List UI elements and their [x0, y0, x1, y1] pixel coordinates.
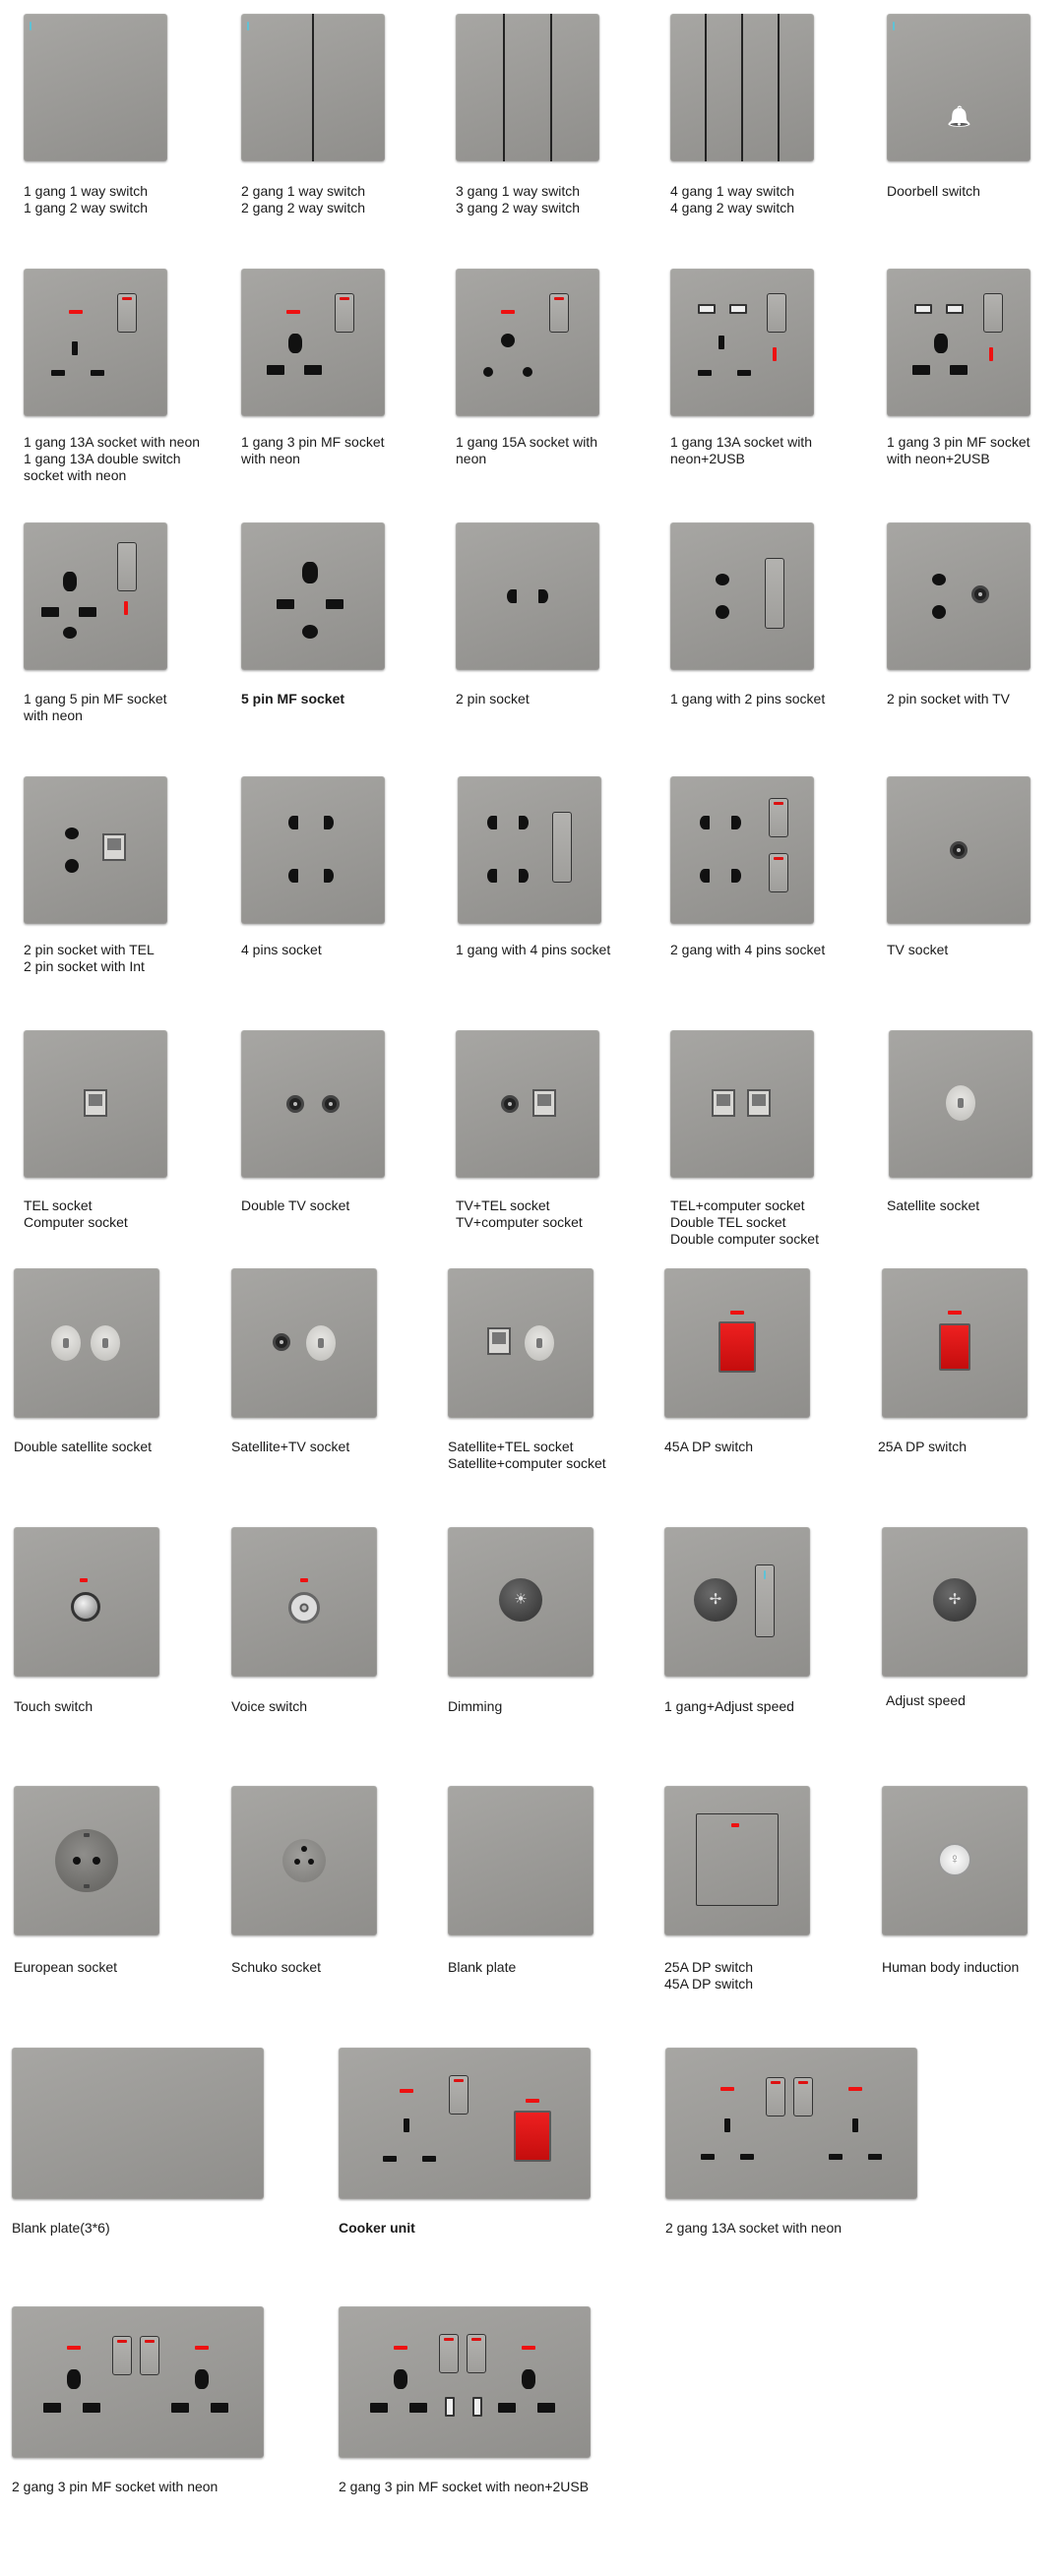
pin-hole-top: [65, 828, 79, 839]
earth-clip: [84, 1884, 90, 1888]
dp-rocker: [514, 2111, 551, 2162]
neutral-pin-hole: [868, 2154, 882, 2160]
plate-5pin-mf-socket: [241, 522, 385, 670]
live-pin-hole: [698, 370, 712, 376]
usb-port: [914, 304, 932, 314]
live-pin-hole: [171, 2403, 189, 2413]
product-label: 2 pin socket with TV: [887, 691, 1011, 706]
plate-tv-tel-socket: [456, 1030, 599, 1178]
motion-sensor-icon: [938, 1843, 971, 1876]
neutral-pin-hole: [304, 365, 322, 375]
pin-hole: [700, 816, 710, 829]
satellite-port: [91, 1325, 120, 1361]
rj45-port: [532, 1089, 556, 1117]
product-label: Dimming: [448, 1698, 503, 1714]
neutral-pin-hole: [91, 370, 104, 376]
round-pin-hole: [63, 627, 77, 639]
dimmer-knob-glyph: ☀: [514, 1591, 528, 1608]
usb-port: [729, 304, 747, 314]
tv-coax-port: [501, 1095, 519, 1113]
plate-2gang-3pin-mf-socket-2usb: [339, 2306, 591, 2458]
rj45-port: [102, 833, 126, 861]
earth-pin-hole: [404, 2118, 409, 2132]
gang-divider: [550, 14, 552, 161]
microphone-icon: [288, 1592, 320, 1624]
earth-pin-hole: [72, 341, 78, 355]
product-label: 1 gang 3 pin MF socket with neon: [241, 434, 385, 466]
usb-port: [445, 2397, 455, 2417]
earth-pin-hole: [501, 334, 515, 347]
neon-indicator: [989, 347, 993, 361]
plate-blank: [448, 1786, 593, 1935]
plate-2pin-socket: [456, 522, 599, 670]
plate-3pin-mf-socket: [241, 269, 385, 416]
product-label: 25A DP switch: [878, 1439, 968, 1454]
rocker-switch: [769, 853, 788, 892]
pin-hole: [324, 869, 334, 883]
plate-touch-switch: [14, 1527, 159, 1677]
product-label: Doorbell switch: [887, 183, 980, 199]
rocker-switch: [767, 293, 786, 333]
live-pin-hole: [483, 367, 493, 377]
product-label: 1 gang+Adjust speed: [664, 1698, 794, 1714]
pin-hole-bottom: [716, 605, 729, 619]
product-label: Blank plate: [448, 1959, 517, 1975]
touch-button: [71, 1592, 100, 1622]
tv-coax-port: [273, 1333, 290, 1351]
product-label: Schuko socket: [231, 1959, 322, 1975]
product-label: Double satellite socket: [14, 1439, 153, 1454]
plate-2gang-4pins-socket: [670, 776, 814, 924]
product-label: 2 gang 3 pin MF socket with neon: [12, 2479, 219, 2494]
earth-pin-hole: [852, 2118, 858, 2132]
neon-indicator: [526, 2099, 539, 2103]
bell-icon: 🔔: [947, 106, 971, 128]
tv-coax-port: [950, 841, 968, 859]
product-label: European socket: [14, 1959, 118, 1975]
satellite-port: [525, 1325, 554, 1361]
earth-pin-hole: [67, 2369, 81, 2389]
product-label: 3 gang 1 way switch 3 gang 2 way switch: [456, 183, 581, 215]
indicator-led: [764, 1570, 766, 1579]
neutral-pin-hole: [950, 365, 968, 375]
dimmer-knob-icon: [499, 1578, 542, 1622]
dp-rocker: [939, 1323, 970, 1371]
tv-coax-port: [286, 1095, 304, 1113]
switch-frame: [696, 1813, 779, 1906]
neon-indicator: [286, 310, 300, 314]
product-label: 1 gang with 4 pins socket: [456, 942, 611, 957]
earth-pin-hole: [724, 2118, 730, 2132]
plate-15a-socket: [456, 269, 599, 416]
neutral-pin-hole: [523, 367, 532, 377]
rocker-switch: [552, 812, 572, 883]
indicator-led: [893, 22, 895, 31]
product-label: Human body induction: [882, 1959, 1020, 1975]
plate-13a-socket: [24, 269, 167, 416]
pin-hole: [93, 1857, 100, 1865]
pin-hole: [294, 1859, 300, 1865]
earth-clip: [84, 1833, 90, 1837]
plate-double-satellite-socket: [14, 1268, 159, 1418]
neutral-pin-hole: [326, 599, 344, 609]
neutral-pin-hole: [79, 607, 96, 617]
neon-indicator: [948, 1311, 962, 1315]
live-pin-hole: [51, 370, 65, 376]
satellite-port: [306, 1325, 336, 1361]
product-label: 1 gang 3 pin MF socket with neon+2USB: [887, 434, 1031, 466]
person-icon: ♀: [949, 1851, 961, 1868]
rj45-port: [712, 1089, 735, 1117]
product-label: Cooker unit: [339, 2220, 415, 2236]
indicator-led: [247, 22, 249, 31]
neon-indicator: [124, 601, 128, 615]
neon-indicator: [195, 2346, 209, 2350]
rj45-port: [487, 1327, 511, 1355]
product-label: Voice switch: [231, 1698, 308, 1714]
earth-pin: [301, 1846, 307, 1852]
plate-satellite-tv-socket: [231, 1268, 377, 1418]
pin-hole-left: [507, 589, 517, 603]
pin-hole: [324, 816, 334, 829]
pin-hole: [73, 1857, 81, 1865]
indicator-led: [30, 22, 31, 31]
pin-hole: [308, 1859, 314, 1865]
live-pin-hole: [277, 599, 294, 609]
satellite-port: [946, 1085, 975, 1121]
satellite-port: [51, 1325, 81, 1361]
neon-indicator: [67, 2346, 81, 2350]
product-label: 1 gang 1 way switch 1 gang 2 way switch: [24, 183, 149, 215]
pin-hole: [700, 869, 710, 883]
plate-1gang-adjust-speed: [664, 1527, 810, 1677]
neon-indicator: [720, 2087, 734, 2091]
plate-tv-socket: [887, 776, 1031, 924]
rocker-switch: [335, 293, 354, 333]
product-label: 2 pin socket: [456, 691, 530, 706]
earth-pin-hole: [195, 2369, 209, 2389]
plate-voice-switch: [231, 1527, 377, 1677]
plate-2gang-3pin-mf-socket: [12, 2306, 264, 2458]
live-pin-hole: [383, 2156, 397, 2162]
neon-indicator: [731, 1823, 739, 1827]
neon-indicator: [69, 310, 83, 314]
rocker-switch: [117, 542, 137, 591]
rocker-switch: [765, 558, 784, 629]
plate-3pin-mf-socket-2usb: [887, 269, 1031, 416]
neon-indicator: [394, 2346, 407, 2350]
pin-hole: [519, 816, 529, 829]
product-label: 1 gang 5 pin MF socket with neon: [24, 691, 167, 723]
plate-schuko-socket: [231, 1786, 377, 1935]
product-label: 5 pin MF socket: [241, 691, 345, 706]
usb-port: [698, 304, 716, 314]
live-pin-hole: [701, 2154, 715, 2160]
neon-indicator: [501, 310, 515, 314]
earth-pin-hole: [288, 334, 302, 353]
product-label: Touch switch: [14, 1698, 94, 1714]
rocker-switch: [439, 2334, 459, 2373]
pin-hole-top: [932, 574, 946, 585]
neutral-pin-hole: [83, 2403, 100, 2413]
plate-2gang-13a-socket: [665, 2048, 917, 2199]
plate-25a-dp-switch: [882, 1268, 1028, 1418]
neutral-pin-hole: [740, 2154, 754, 2160]
plate-satellite-tel-socket: [448, 1268, 593, 1418]
product-label: Adjust speed: [886, 1692, 966, 1708]
product-label: TEL socket Computer socket: [24, 1197, 128, 1230]
product-label: TEL+computer socket Double TEL socket Double computer socket: [670, 1197, 819, 1247]
rocker-switch: [117, 293, 137, 333]
neutral-pin-hole: [422, 2156, 436, 2162]
live-pin-hole: [829, 2154, 843, 2160]
neon-indicator: [80, 1578, 88, 1582]
rocker-switch: [449, 2075, 469, 2115]
product-label: 1 gang with 2 pins socket: [670, 691, 826, 706]
plate-2pin-socket-tv: [887, 522, 1031, 670]
product-label: 2 gang 13A socket with neon: [665, 2220, 843, 2236]
plate-dp-switch-frame: [664, 1786, 810, 1935]
product-label: 2 pin socket with TEL 2 pin socket with Int: [24, 942, 155, 974]
pin-hole: [487, 869, 497, 883]
product-label: Double TV socket: [241, 1197, 350, 1213]
neutral-pin-hole: [409, 2403, 427, 2413]
dp-rocker: [718, 1321, 756, 1373]
live-pin-hole: [43, 2403, 61, 2413]
gang-divider: [312, 14, 314, 161]
plate-blank-3x6: [12, 2048, 264, 2199]
plate-5pin-mf-socket-neon: [24, 522, 167, 670]
plate-cooker-unit: [339, 2048, 591, 2199]
pin-hole: [288, 869, 298, 883]
product-label: TV socket: [887, 942, 949, 957]
product-label: 1 gang 15A socket with neon: [456, 434, 597, 466]
tv-coax-port: [322, 1095, 340, 1113]
rocker-switch: [112, 2336, 132, 2375]
round-pin-hole: [302, 625, 318, 639]
product-label: Satellite socket: [887, 1197, 980, 1213]
neon-indicator: [848, 2087, 862, 2091]
plate-2pin-socket-tel: [24, 776, 167, 924]
product-label: 2 gang 3 pin MF socket with neon+2USB: [339, 2479, 590, 2494]
fan-speed-knob-icon: [933, 1578, 976, 1622]
rocker-switch: [769, 798, 788, 837]
earth-pin-hole: [718, 336, 724, 349]
rocker-switch: [766, 2077, 785, 2116]
pin-hole-top: [716, 574, 729, 585]
plate-satellite-socket: [889, 1030, 1032, 1178]
plate-1gang-switch: [24, 14, 167, 161]
plate-human-body-induction: [882, 1786, 1028, 1935]
live-pin-hole: [912, 365, 930, 375]
socket-recess: [282, 1839, 326, 1882]
pin-hole: [731, 869, 741, 883]
pin-hole-right: [538, 589, 548, 603]
usb-port: [472, 2397, 482, 2417]
product-label: 4 gang 1 way switch 4 gang 2 way switch: [670, 183, 795, 215]
plate-2gang-switch: [241, 14, 385, 161]
fan-speed-knob-glyph: ✢: [709, 1591, 722, 1608]
live-pin-hole: [267, 365, 284, 375]
socket-recess: [55, 1829, 118, 1892]
neon-indicator: [730, 1311, 744, 1315]
pin-hole-bottom: [932, 605, 946, 619]
product-label: 4 pins socket: [241, 942, 322, 957]
product-label: 2 gang with 4 pins socket: [670, 942, 826, 957]
plate-13a-socket-2usb: [670, 269, 814, 416]
rj45-port: [747, 1089, 771, 1117]
rocker-switch: [467, 2334, 486, 2373]
product-label: Satellite+TEL socket Satellite+computer socket: [448, 1439, 606, 1471]
pin-hole-bottom: [65, 859, 79, 873]
product-label: Satellite+TV socket: [231, 1439, 350, 1454]
gang-divider: [741, 14, 743, 161]
product-label: TV+TEL socket TV+computer socket: [456, 1197, 583, 1230]
rj45-port: [84, 1089, 107, 1117]
rocker-switch: [140, 2336, 159, 2375]
earth-pin-hole: [522, 2369, 535, 2389]
gang-divider: [778, 14, 780, 161]
plate-tel-computer-socket: [670, 1030, 814, 1178]
plate-tel-socket: [24, 1030, 167, 1178]
fan-speed-knob-icon: [694, 1578, 737, 1622]
fan-speed-knob-glyph: ✢: [948, 1591, 962, 1608]
plate-1gang-2pin-socket: [670, 522, 814, 670]
earth-pin-hole: [394, 2369, 407, 2389]
plate-3gang-switch: [456, 14, 599, 161]
neutral-pin-hole: [537, 2403, 555, 2413]
pin-hole: [288, 816, 298, 829]
product-label: 45A DP switch: [664, 1439, 754, 1454]
rocker-switch: [983, 293, 1003, 333]
neon-indicator: [300, 1578, 308, 1582]
neutral-pin-hole: [211, 2403, 228, 2413]
plate-adjust-speed: [882, 1527, 1028, 1677]
rocker-switch: [549, 293, 569, 333]
earth-pin-hole: [934, 334, 948, 353]
neutral-pin-hole: [737, 370, 751, 376]
tv-coax-port: [971, 585, 989, 603]
product-label: 25A DP switch 45A DP switch: [664, 1959, 754, 1992]
rocker-switch: [793, 2077, 813, 2116]
plate-dimming: [448, 1527, 593, 1677]
gang-divider: [705, 14, 707, 161]
plate-4gang-switch: [670, 14, 814, 161]
pin-hole: [487, 816, 497, 829]
live-pin-hole: [41, 607, 59, 617]
live-pin-hole: [498, 2403, 516, 2413]
product-label: Blank plate(3*6): [12, 2220, 110, 2236]
plate-45a-dp-switch: [664, 1268, 810, 1418]
gang-divider: [503, 14, 505, 161]
earth-pin-hole: [63, 572, 77, 591]
product-label: 1 gang 13A socket with neon+2USB: [670, 434, 812, 466]
plate-double-tv-socket: [241, 1030, 385, 1178]
plate-4pins-socket: [241, 776, 385, 924]
plate-1gang-4pins-socket: [458, 776, 601, 924]
product-label: 2 gang 1 way switch 2 gang 2 way switch: [241, 183, 366, 215]
earth-pin-hole: [302, 562, 318, 583]
product-label: 1 gang 13A socket with neon 1 gang 13A double switch socket with neon: [24, 434, 201, 483]
live-pin-hole: [370, 2403, 388, 2413]
plate-european-socket: [14, 1786, 159, 1935]
neon-indicator: [400, 2089, 413, 2093]
plate-doorbell-switch: [887, 14, 1031, 161]
usb-port: [946, 304, 964, 314]
neon-indicator: [522, 2346, 535, 2350]
neon-indicator: [773, 347, 777, 361]
pin-hole: [519, 869, 529, 883]
pin-hole: [731, 816, 741, 829]
